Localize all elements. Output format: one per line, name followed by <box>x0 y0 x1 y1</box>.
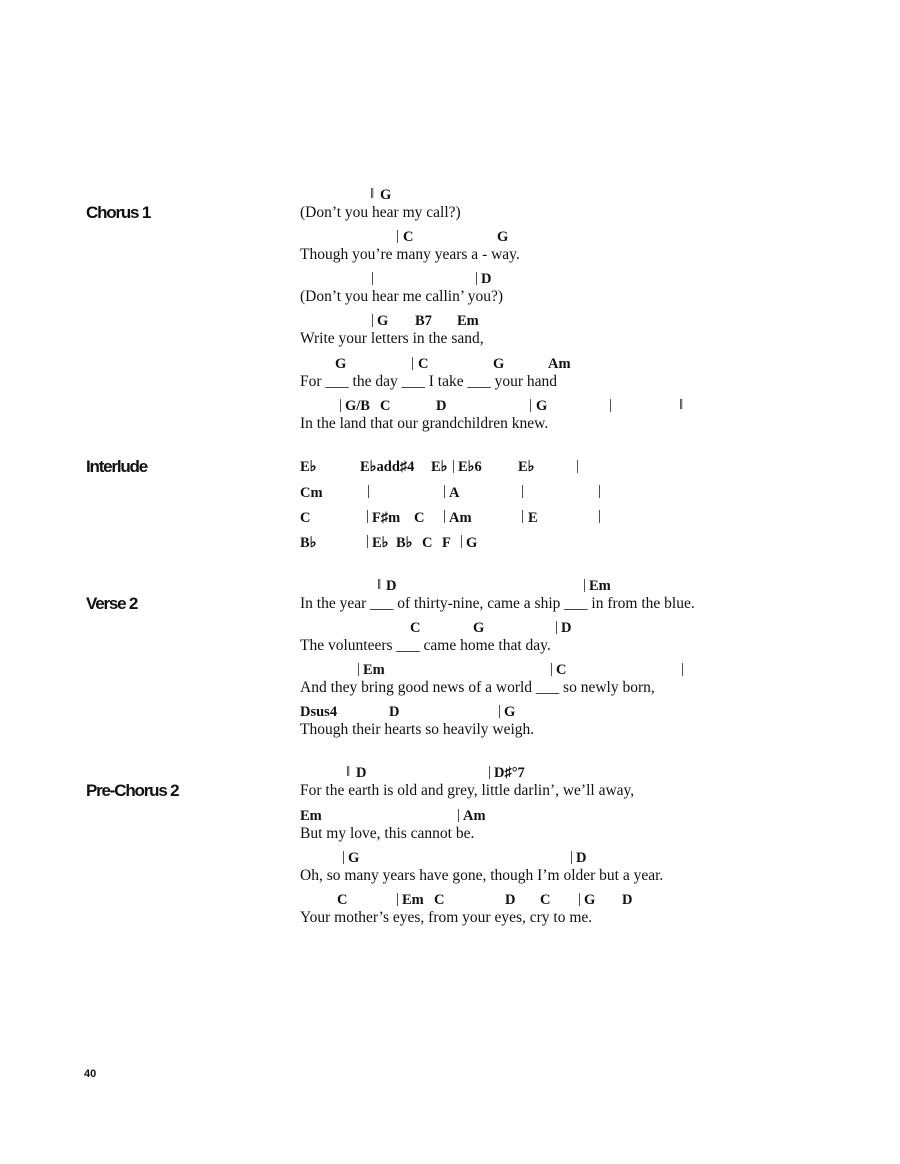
chord: D <box>436 398 447 414</box>
chord: E♭ <box>300 459 317 475</box>
chord: Em <box>457 313 479 329</box>
barline: | <box>443 508 447 524</box>
chord: G <box>536 398 548 414</box>
barline: | <box>396 891 400 907</box>
chord: Em <box>300 808 322 824</box>
chord: G <box>466 535 478 551</box>
chord: G <box>380 187 392 203</box>
chord: F <box>442 535 451 551</box>
barline: | <box>498 703 502 719</box>
chord: A <box>449 485 460 501</box>
chord: E♭ <box>372 535 389 551</box>
chord: D <box>561 620 572 636</box>
barline: | <box>550 661 554 677</box>
barline: | <box>598 483 602 499</box>
chord: C <box>337 892 348 908</box>
barline: | <box>576 458 580 474</box>
lyric-line: Though you’re many years a - way. <box>300 246 520 263</box>
chord: F♯m <box>372 510 401 526</box>
barline: | <box>443 483 447 499</box>
barline: | <box>411 355 415 371</box>
chord: C <box>556 662 567 678</box>
lyric-line: And they bring good news of a world ___ so newly born, <box>300 679 655 696</box>
lyric-line: (Don’t you hear me callin’ you?) <box>300 288 504 305</box>
chord: E♭ <box>518 459 535 475</box>
chord: D <box>356 765 367 781</box>
barline: | <box>339 397 343 413</box>
barline: | <box>371 270 375 286</box>
lyric-line: Oh, so many years have gone, though I’m older but a year. <box>300 867 664 884</box>
chord: Am <box>548 356 571 372</box>
barline: | <box>521 508 525 524</box>
chord: D <box>576 850 587 866</box>
double-barline: ‖ <box>679 397 684 413</box>
lyric-line: In the land that our grandchildren knew. <box>300 415 549 432</box>
barline: | <box>371 312 375 328</box>
lyric-line: Write your letters in the sand, <box>300 330 484 347</box>
lyric-line: Though their hearts so heavily weigh. <box>300 721 535 738</box>
chord: Em <box>363 662 385 678</box>
double-barline: ‖ <box>370 186 375 202</box>
chord: G <box>493 356 505 372</box>
chord: Am <box>463 808 486 824</box>
chord: G <box>504 704 516 720</box>
lyric-line: Your mother’s eyes, from your eyes, cry to me. <box>300 909 593 926</box>
chord: C <box>380 398 391 414</box>
barline: | <box>366 533 370 549</box>
section-label-chorus-1: Chorus 1 <box>86 203 151 222</box>
chord: Dsus4 <box>300 704 338 720</box>
barline: | <box>367 483 371 499</box>
barline: | <box>475 270 479 286</box>
chord: G <box>335 356 347 372</box>
barline: | <box>366 508 370 524</box>
chord: E♭ <box>431 459 448 475</box>
barline: | <box>578 891 582 907</box>
barline: | <box>521 483 525 499</box>
chord: C <box>403 229 414 245</box>
chord: Cm <box>300 485 323 501</box>
chord: G/B <box>345 398 370 414</box>
chord: D <box>481 271 492 287</box>
barline: | <box>457 807 461 823</box>
double-barline: ‖ <box>346 764 351 780</box>
lyric-line: The volunteers ___ came home that day. <box>300 637 551 654</box>
section-label-pre-chorus-2: Pre-Chorus 2 <box>86 781 179 800</box>
chord: E♭6 <box>458 459 482 475</box>
chord: C <box>418 356 429 372</box>
lyric-line: In the year ___ of thirty-nine, came a ship ___ in from the blue. <box>300 595 695 612</box>
chord: G <box>377 313 389 329</box>
chord: Am <box>449 510 472 526</box>
chord: C <box>422 535 433 551</box>
barline: | <box>681 661 685 677</box>
barline: | <box>570 849 574 865</box>
chord: E <box>528 510 538 526</box>
lyric-line: For ___ the day ___ I take ___ your hand <box>300 373 557 390</box>
chord: C <box>434 892 445 908</box>
lyric-line: For the earth is old and grey, little darlin’, we’ll away, <box>300 782 635 799</box>
barline: | <box>452 458 456 474</box>
lyric-line: But my love, this cannot be. <box>300 825 475 842</box>
chord: C <box>410 620 421 636</box>
barline: | <box>488 764 492 780</box>
section-label-interlude: Interlude <box>86 457 147 476</box>
chord: D <box>389 704 400 720</box>
chord: B♭ <box>396 535 413 551</box>
barline: | <box>609 397 613 413</box>
barline: | <box>342 849 346 865</box>
page-number: 40 <box>84 1068 97 1080</box>
chord: Em <box>589 578 611 594</box>
barline: | <box>529 397 533 413</box>
section-label-verse-2: Verse 2 <box>86 594 138 613</box>
chord: G <box>497 229 509 245</box>
chord: C <box>300 510 311 526</box>
lyric-line: (Don’t you hear my call?) <box>300 204 461 221</box>
chord: C <box>414 510 425 526</box>
barline: | <box>555 619 559 635</box>
chord: B♭ <box>300 535 317 551</box>
chord: G <box>348 850 360 866</box>
chord: Em <box>402 892 424 908</box>
barline: | <box>598 508 602 524</box>
chord: C <box>540 892 551 908</box>
barline: | <box>460 533 464 549</box>
chord: B7 <box>415 313 432 329</box>
barline: | <box>396 228 400 244</box>
double-barline: ‖ <box>377 577 382 593</box>
chord: G <box>584 892 596 908</box>
chord: E♭add♯4 <box>360 459 415 475</box>
chord: D♯°7 <box>494 765 525 781</box>
chord: G <box>473 620 485 636</box>
chord: D <box>622 892 633 908</box>
chord: D <box>386 578 397 594</box>
barline: | <box>357 661 361 677</box>
barline: | <box>583 577 587 593</box>
chord: D <box>505 892 516 908</box>
